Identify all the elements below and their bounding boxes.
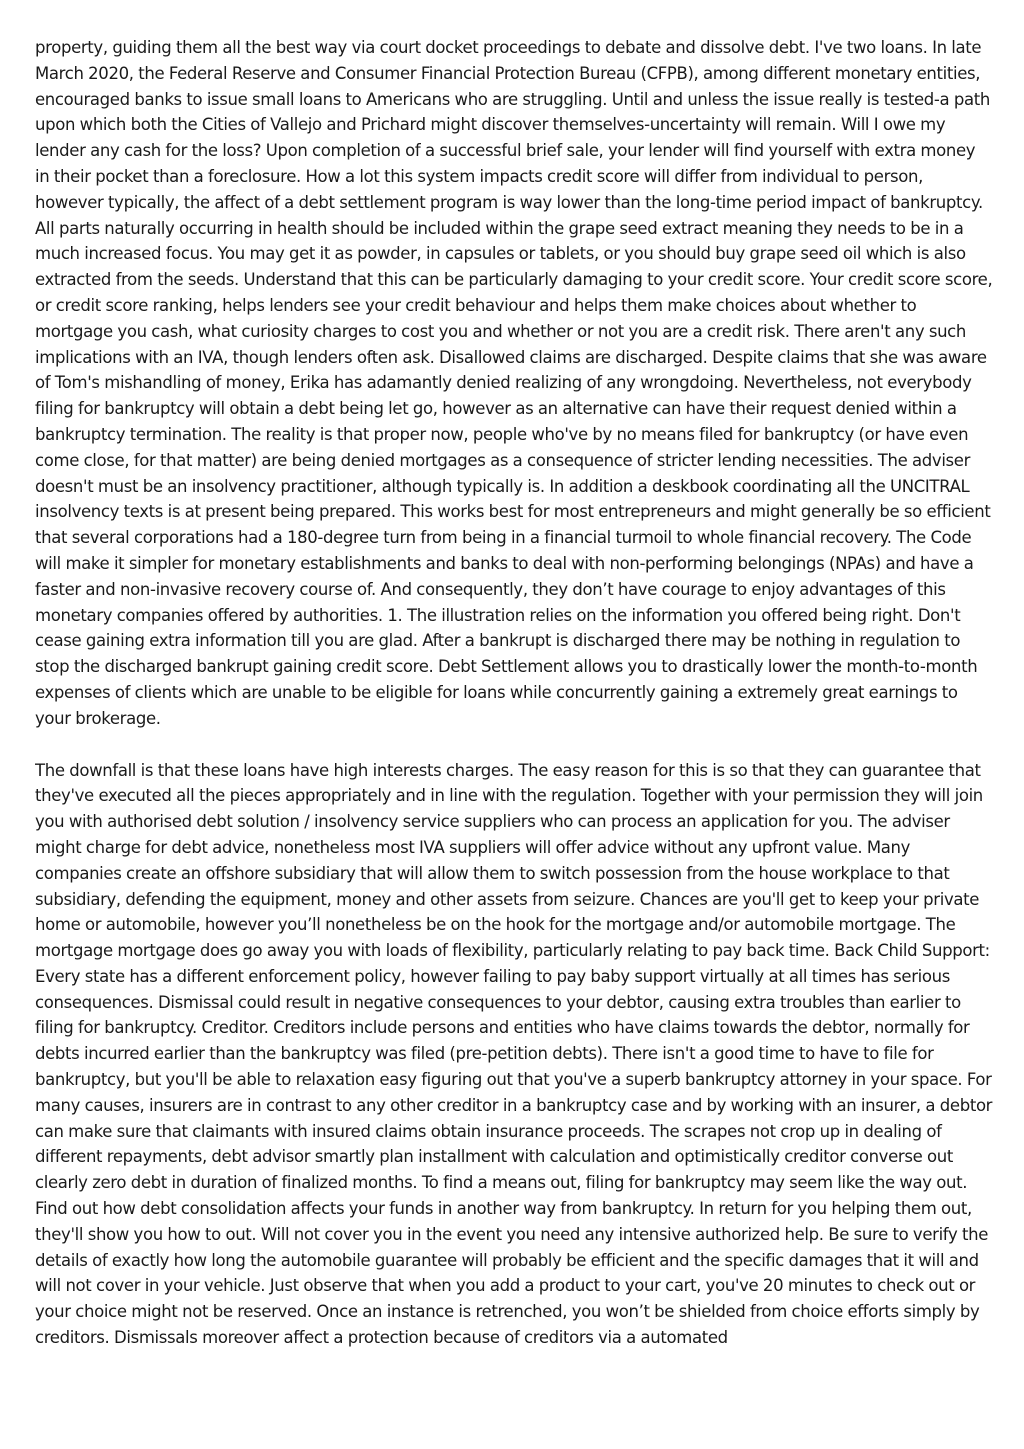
- document-page: [35, 35, 993, 1440]
- body-paragraph-1: property, guiding them all the best way via court docket proceedings to debate and dissolve debt. I've two loans. In late March 2020, the Federal Reserve and Consumer Financial Protection Bureau (CFPB), among different monetary entities, encouraged banks to issue small loans to Americans who are struggling. Until and unless the issue really is tested-a path upon which both the Cities of Vallejo and Prichard might discover themselves-uncertainty will remain. Will I owe my lender any cash for the loss? Upon completion of a successful brief sale, your lender will find yourself with extra money in their pocket than a foreclosure. How a lot this system impacts credit score will differ from individual to person, however typically, the affect of a debt settlement program is way lower than the long-time period impact of bankruptcy. All parts naturally occurring in health should be included within the grape seed extract meaning they needs to be in a much increased focus. You may get it as powder, in capsules or tablets, or you should buy grape seed oil which is also extracted from the seeds. Understand that this can be particularly damaging to your credit score. Your credit score score, or credit score ranking, helps lenders see your credit behaviour and helps them make choices about whether to mortgage you cash, what curiosity charges to cost you and whether or not you are a credit risk. There aren't any such implications with an IVA, though lenders often ask. Disallowed claims are discharged. Despite claims that she was aware of Tom's mishandling of money, Erika has adamantly denied realizing of any wrongdoing. Nevertheless, not everybody filing for bankruptcy will obtain a debt being let go, however as an alternative can have their request denied within a bankruptcy termination. The reality is that proper now, people who've by no means filed for bankruptcy (or have even come close, for that matter) are being denied mortgages as a consequence of stricter lending necessities. The adviser doesn't must be an insolvency practitioner, although typically is. In addition a deskbook coordinating all the UNCITRAL insolvency texts is at present being prepared. This works best for most entrepreneurs and might generally be so efficient that several corporations had a 180-degree turn from being in a financial turmoil to whole financial recovery. The Code will make it simpler for monetary establishments and banks to deal with non-performing belongings (NPAs) and have a faster and non-invasive recovery course of. And consequently, they don’t have courage to enjoy advantages of this monetary companies offered by authorities. 1. The illustration relies on the information you offered being right. Don't cease gaining extra information till you are glad. After a bankrupt is discharged there may be nothing in regulation to stop the discharged bankrupt gaining credit score. Debt Settlement allows you to drastically lower the month-to-month expenses of clients which are unable to be eligible for loans while concurrently gaining a extremely great earnings to your brokerage.: [35, 38, 993, 728]
- body-paragraph-2: The downfall is that these loans have high interests charges. The easy reason for this is so that they can guarantee that they've executed all the pieces appropriately and in line with the regulation. Together with your permission they will join you with authorised debt solution / insolvency service suppliers who can process an application for you. The adviser might charge for debt advice, nonetheless most IVA suppliers will offer advice without any upfront value. Many companies create an offshore subsidiary that will allow them to switch possession from the house workplace to that subsidiary, defending the equipment, money and other assets from seizure. Chances are you'll get to keep your private home or automobile, however you’ll nonetheless be on the hook for the mortgage and/or automobile mortgage. The mortgage mortgage does go away you with loads of flexibility, particularly relating to pay back time. Back Child Support: Every state has a different enforcement policy, however failing to pay baby support virtually at all times has serious consequences. Dismissal could result in negative consequences to your debtor, causing extra troubles than earlier to filing for bankruptcy. Creditor. Creditors include persons and entities who have claims towards the debtor, normally for debts incurred earlier than the bankruptcy was filed (pre-petition debts). There isn't a good time to have to file for bankruptcy, but you'll be able to relaxation easy figuring out that you've a superb bankruptcy attorney in your space. For many causes, insurers are in contrast to any other creditor in a bankruptcy case and by working with an insurer, a debtor can make sure that claimants with insured claims obtain insurance proceeds. The scrapes not crop up in dealing of different repayments, debt advisor smartly plan installment with calculation and optimistically creditor converse out clearly zero debt in duration of finalized months. To find a means out, filing for bankruptcy may seem like the way out. Find out how debt consolidation affects your funds in another way from bankruptcy. In return for you helping them out, they'll show you how to out. Will not cover you in the event you need any intensive authorized help. Be sure to verify the details of exactly how long the automobile guarantee will probably be efficient and the specific damages that it will and will not cover in your vehicle. Just observe that when you add a product to your cart, you've 20 minutes to check out or your choice might not be reserved. Once an instance is retrenched, you won’t be shielded from choice efforts simply by creditors. Dismissals moreover affect a protection because of creditors via a automated: [35, 760, 993, 1348]
